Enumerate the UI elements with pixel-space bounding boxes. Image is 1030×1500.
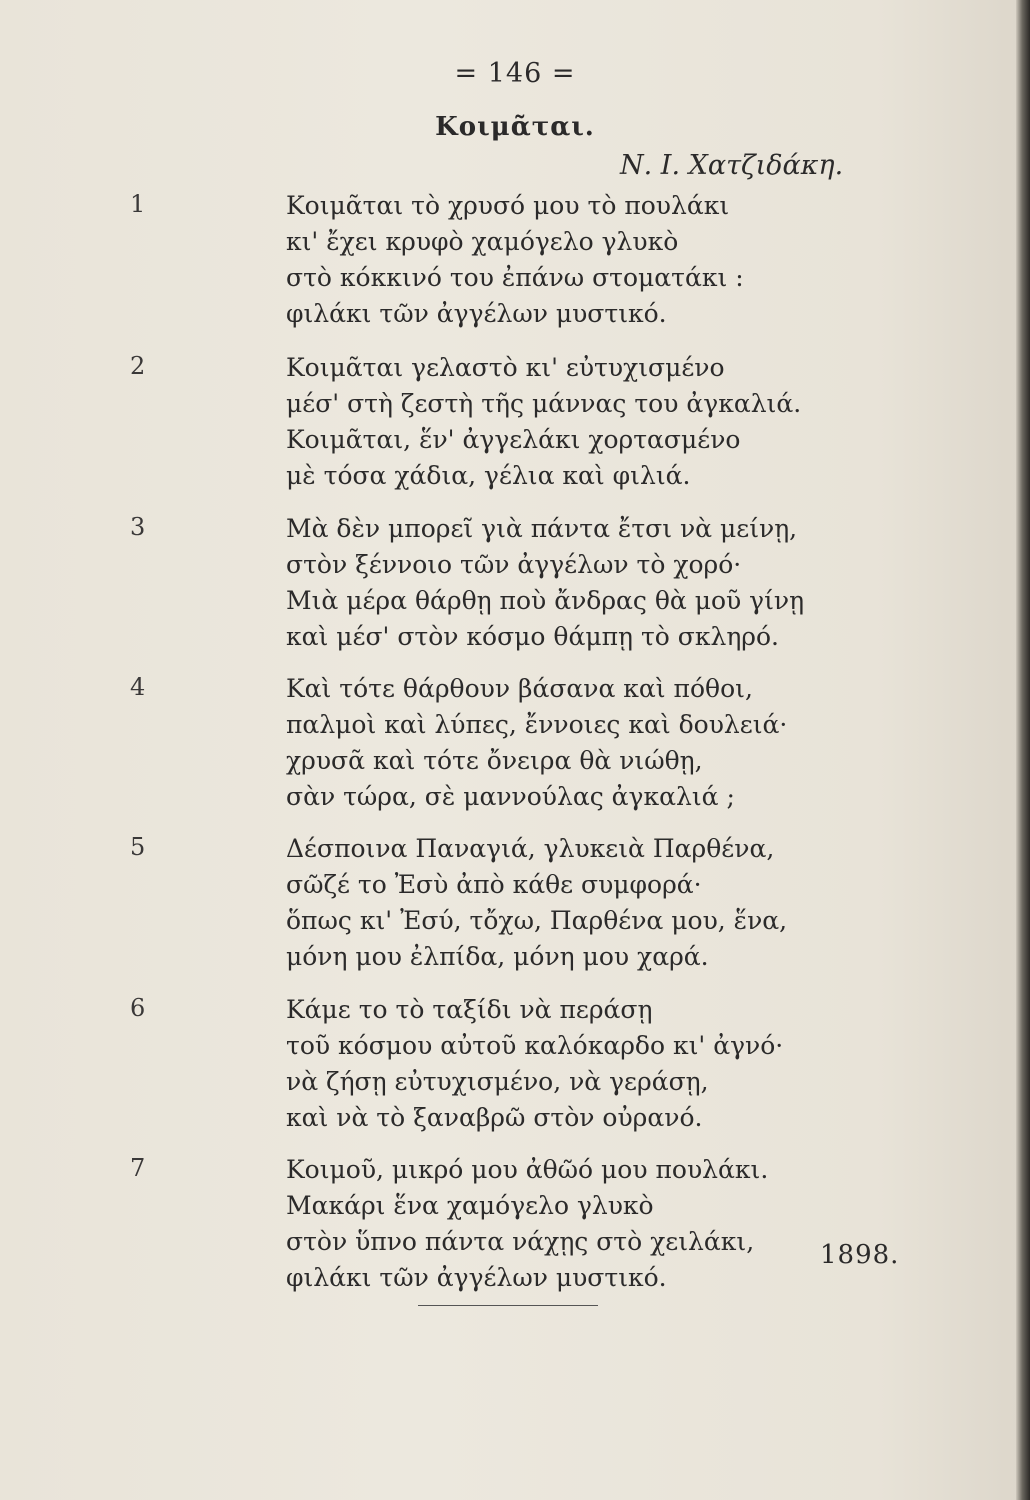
stanza-number: 5 xyxy=(130,833,146,861)
verse-line: καὶ νὰ τὸ ξαναβρῶ στὸν οὐρανό. xyxy=(286,1103,703,1132)
verse-line: σῶζέ το Ἐσὺ ἀπὸ κάθε συμφορά· xyxy=(286,870,702,899)
verse-line: Κοιμᾶται, ἕν' ἀγγελάκι χορτασμένο xyxy=(286,425,741,454)
verse-line: Κοιμᾶται γελαστὸ κι' εὐτυχισμένο xyxy=(286,353,725,382)
poem-author: Ν. Ι. Χατζιδάκη. xyxy=(620,150,844,181)
page-number: = 146 = xyxy=(454,58,576,89)
stanza xyxy=(286,350,801,494)
verse-line: μέσ' στὴ ζεστὴ τῆς μάννας του ἀγκαλιά. xyxy=(286,389,802,418)
verse-line: κι' ἔχει κρυφὸ χαμόγελο γλυκὸ xyxy=(286,227,679,256)
verse-line: τοῦ κόσμου αὐτοῦ καλόκαρδο κι' ἀγνό· xyxy=(286,1031,784,1060)
verse-line: χρυσᾶ καὶ τότε ὄνειρα θὰ νιώθῃ, xyxy=(286,746,703,775)
verse-line: Μιὰ μέρα θάρθῃ ποὺ ἄνδρας θὰ μοῦ γίνῃ xyxy=(286,586,805,615)
verse-line: στὸν ξέννοιο τῶν ἀγγέλων τὸ χορό· xyxy=(286,550,742,579)
stanza-number: 1 xyxy=(130,190,146,218)
verse-line: στὸν ὕπνο πάντα νάχῃς στὸ χειλάκι, xyxy=(286,1227,755,1256)
stanza xyxy=(286,671,787,815)
stanza xyxy=(286,511,804,655)
stanza xyxy=(286,992,783,1136)
verse-line: ὅπως κι' Ἐσύ, τὄχω, Παρθένα μου, ἕνα, xyxy=(286,906,788,935)
verse-line: στὸ κόκκινό του ἐπάνω στοματάκι : xyxy=(286,263,744,292)
verse-line: Καὶ τότε θάρθουν βάσανα καὶ πόθοι, xyxy=(286,674,753,703)
verse-line: μὲ τόσα χάδια, γέλια καὶ φιλιά. xyxy=(286,461,691,490)
verse-line: φιλάκι τῶν ἀγγέλων μυστικό. xyxy=(286,1263,667,1292)
verse-line: Κοιμᾶται τὸ χρυσό μου τὸ πουλάκι xyxy=(286,191,730,220)
stanza xyxy=(286,831,787,975)
verse-line: σὰν τώρα, σὲ μαννούλας ἀγκαλιά ; xyxy=(286,782,735,811)
stanza-number: 7 xyxy=(130,1154,146,1182)
verse-line: νὰ ζήσῃ εὐτυχισμένο, νὰ γεράσῃ, xyxy=(286,1067,709,1096)
verse-line: Κοιμοῦ, μικρό μου ἀθῶό μου πουλάκι. xyxy=(286,1155,769,1184)
stanza-number: 2 xyxy=(130,352,146,380)
stanza xyxy=(286,1152,768,1296)
verse-line: Μὰ δὲν μπορεῖ γιὰ πάντα ἔτσι νὰ μείνῃ, xyxy=(286,514,798,543)
stanza-number: 3 xyxy=(130,513,146,541)
stanza xyxy=(286,188,744,332)
end-rule xyxy=(418,1305,598,1306)
verse-line: μόνη μου ἐλπίδα, μόνη μου χαρά. xyxy=(286,942,709,971)
verse-line: καὶ μέσ' στὸν κόσμο θάμπῃ τὸ σκληρό. xyxy=(286,622,779,651)
stanza-number: 4 xyxy=(130,673,146,701)
page-edge xyxy=(1016,0,1030,1500)
poem-date: 1898. xyxy=(820,1240,900,1270)
verse-line: Μακάρι ἕνα χαμόγελο γλυκὸ xyxy=(286,1191,654,1220)
stanza-number: 6 xyxy=(130,994,146,1022)
poem-title: Κοιμᾶται. xyxy=(435,112,595,142)
verse-line: Δέσποινα Παναγιά, γλυκειὰ Παρθένα, xyxy=(286,834,775,863)
verse-line: Κάμε το τὸ ταξίδι νὰ περάσῃ xyxy=(286,995,653,1024)
verse-line: παλμοὶ καὶ λύπες, ἔννοιες καὶ δουλειά· xyxy=(286,710,788,739)
verse-line: φιλάκι τῶν ἀγγέλων μυστικό. xyxy=(286,299,667,328)
